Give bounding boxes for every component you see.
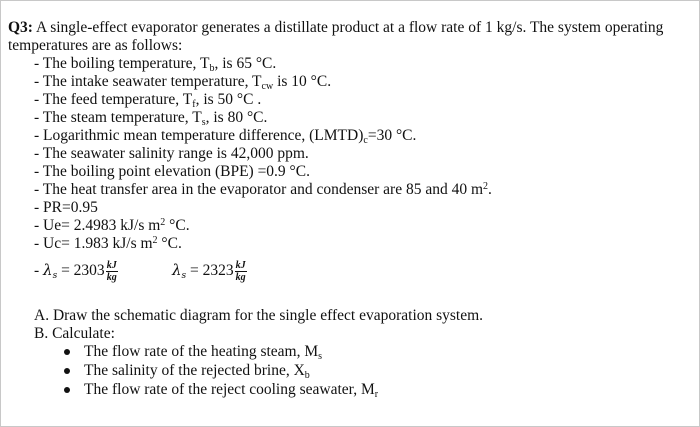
bullet-icon bbox=[64, 349, 70, 355]
condition-boiling-temperature: - The boiling temperature, $T_b$, is 65 °C. bbox=[34, 55, 277, 74]
condition-latent-heat-1: - $\lambda_s = 2303$ $\frac{kJ}{kg}$ bbox=[34, 259, 117, 283]
condition-salinity: - The seawater salinity range is 42,000 ppm. bbox=[34, 145, 309, 162]
unit-fraction: $\frac{kJ}{kg}$ bbox=[106, 259, 117, 283]
condition-intake-temperature: - The intake seawater temperature, $T_{cw}$ is 10 °C. bbox=[34, 73, 332, 92]
condition-latent-heat-2: $\lambda_s = 2323$ $\frac{kJ}{kg}$ bbox=[172, 259, 246, 283]
condition-steam-temperature: - The steam temperature, $T_s$, is 80 °C. bbox=[34, 109, 268, 128]
unit-fraction: $\frac{kJ}{kg}$ bbox=[235, 259, 246, 283]
bullet-icon bbox=[64, 387, 70, 393]
question-intro-line-2: temperatures are as follows: bbox=[8, 37, 183, 54]
bullet-icon bbox=[64, 368, 70, 374]
question-intro-text: A single-effect evaporator generates a distillate product at a flow rate of 1 kg/s. The system operating bbox=[32, 19, 664, 36]
task-a: A. Draw the schematic diagram for the single effect evaporation system. bbox=[34, 307, 484, 324]
question-label: Q3: bbox=[8, 19, 33, 36]
task-item-brine-salinity: The salinity of the rejected brine, $X_b$ bbox=[84, 362, 310, 381]
question-intro-line-1 bbox=[8, 19, 663, 37]
condition-heat-transfer-area: - The heat transfer area in the evaporator and condenser are 85 and 40 $m^2$. bbox=[34, 181, 492, 198]
lambda-symbol: $\lambda_s$ bbox=[172, 261, 187, 281]
task-b: B. Calculate: bbox=[34, 325, 115, 342]
condition-uc: - Uc= 1.983 kJ/s $m^2$ °C. bbox=[34, 235, 182, 252]
condition-lmtd: - Logarithmic mean temperature difference, $(LMTD)_c=30$ °C. bbox=[34, 127, 417, 146]
condition-ue: - Ue= 2.4983 kJ/s $m^2$ °C. bbox=[34, 217, 190, 234]
condition-bpe: - The boiling point elevation (BPE) =0.9 °C. bbox=[34, 163, 310, 180]
condition-feed-temperature: - The feed temperature, $T_f$, is 50 °C . bbox=[34, 91, 262, 110]
task-item-heating-steam: The flow rate of the heating steam, $M_s$ bbox=[84, 343, 323, 362]
task-item-cooling-seawater: The flow rate of the reject cooling seawater, $M_r$ bbox=[84, 381, 379, 400]
condition-pr: - PR=0.95 bbox=[34, 199, 98, 216]
lambda-symbol: $\lambda_s$ bbox=[43, 261, 58, 281]
